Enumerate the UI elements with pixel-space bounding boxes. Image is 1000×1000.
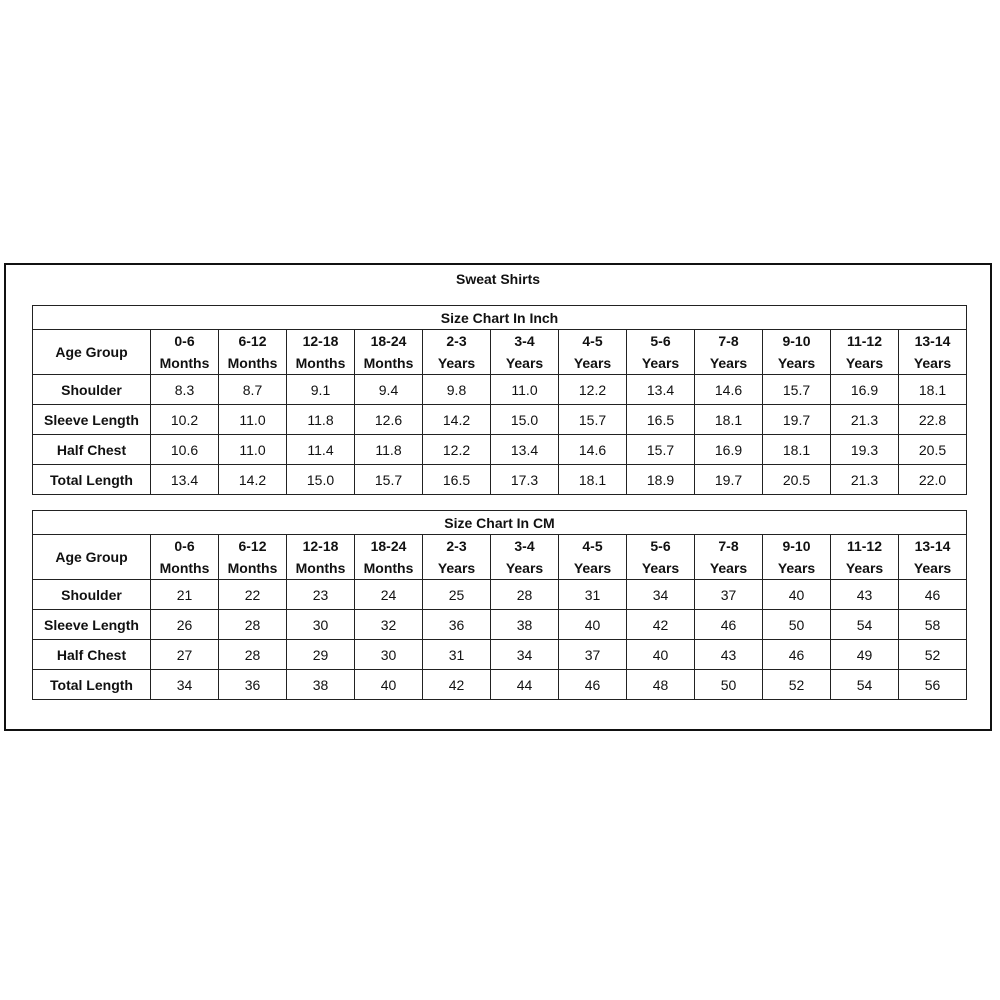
measurement-value: 14.6	[559, 435, 627, 465]
measurement-value: 21	[151, 580, 219, 610]
measurement-value: 50	[695, 670, 763, 700]
measurement-value: 12.2	[423, 435, 491, 465]
measurement-value: 48	[627, 670, 695, 700]
measurement-value: 30	[287, 610, 355, 640]
age-range: 6-12	[238, 333, 267, 349]
table-row	[33, 435, 967, 465]
table-row	[33, 465, 967, 495]
measurement-label: Total Length	[33, 465, 151, 495]
measurement-value: 52	[763, 670, 831, 700]
age-unit: Years	[913, 560, 952, 576]
measurement-value: 36	[423, 610, 491, 640]
age-group-column-header	[627, 535, 695, 580]
measurement-value: 9.1	[287, 375, 355, 405]
measurement-label: Half Chest	[33, 640, 151, 670]
measurement-value: 8.7	[219, 375, 287, 405]
measurement-value: 31	[559, 580, 627, 610]
measurement-value: 18.1	[559, 465, 627, 495]
age-unit: Months	[227, 355, 278, 371]
measurement-value: 22	[219, 580, 287, 610]
measurement-value: 14.2	[219, 465, 287, 495]
age-range: 11-12	[846, 538, 883, 554]
age-unit: Years	[505, 355, 544, 371]
age-group-column-header	[899, 330, 967, 375]
age-group-header: Age Group	[33, 330, 151, 375]
measurement-value: 12.2	[559, 375, 627, 405]
age-unit: Years	[845, 560, 884, 576]
measurement-value: 32	[355, 610, 423, 640]
age-group-column-header	[627, 330, 695, 375]
measurement-label: Shoulder	[33, 580, 151, 610]
measurement-value: 42	[627, 610, 695, 640]
age-range: 11-12	[846, 333, 883, 349]
measurement-value: 30	[355, 640, 423, 670]
measurement-value: 16.5	[423, 465, 491, 495]
table-caption: Size Chart In Inch	[33, 306, 967, 330]
age-group-column-header	[423, 535, 491, 580]
age-range: 13-14	[914, 538, 951, 554]
measurement-label: Sleeve Length	[33, 610, 151, 640]
table-row	[33, 610, 967, 640]
measurement-value: 13.4	[151, 465, 219, 495]
measurement-value: 58	[899, 610, 967, 640]
measurement-value: 38	[287, 670, 355, 700]
table-row	[33, 580, 967, 610]
age-range: 6-12	[238, 538, 267, 554]
measurement-value: 54	[831, 610, 899, 640]
age-range: 0-6	[174, 538, 195, 554]
measurement-label: Total Length	[33, 670, 151, 700]
age-range: 7-8	[718, 333, 739, 349]
age-group-column-header	[423, 330, 491, 375]
measurement-value: 49	[831, 640, 899, 670]
measurement-label: Sleeve Length	[33, 405, 151, 435]
table-row	[33, 375, 967, 405]
age-group-column-header	[491, 535, 559, 580]
cm-size-table	[32, 510, 967, 700]
measurement-value: 36	[219, 670, 287, 700]
measurement-value: 18.1	[763, 435, 831, 465]
age-unit: Years	[437, 560, 476, 576]
measurement-value: 46	[763, 640, 831, 670]
measurement-value: 28	[219, 640, 287, 670]
measurement-value: 27	[151, 640, 219, 670]
measurement-value: 15.7	[763, 375, 831, 405]
measurement-value: 18.1	[899, 375, 967, 405]
age-group-column-header	[219, 535, 287, 580]
age-range: 18-24	[370, 333, 407, 349]
age-range: 2-3	[446, 538, 467, 554]
age-unit: Years	[777, 355, 816, 371]
measurement-value: 28	[219, 610, 287, 640]
measurement-value: 13.4	[627, 375, 695, 405]
age-group-column-header	[491, 330, 559, 375]
age-group-header: Age Group	[33, 535, 151, 580]
age-range: 7-8	[718, 538, 739, 554]
measurement-value: 52	[899, 640, 967, 670]
age-range: 18-24	[370, 538, 407, 554]
measurement-value: 20.5	[899, 435, 967, 465]
header-row	[33, 535, 967, 580]
measurement-value: 21.3	[831, 405, 899, 435]
age-group-column-header	[287, 330, 355, 375]
age-unit: Years	[777, 560, 816, 576]
inch-size-table	[32, 305, 967, 495]
measurement-value: 17.3	[491, 465, 559, 495]
age-unit: Months	[363, 355, 414, 371]
measurement-value: 40	[627, 640, 695, 670]
age-group-column-header	[695, 535, 763, 580]
measurement-value: 54	[831, 670, 899, 700]
measurement-value: 14.6	[695, 375, 763, 405]
measurement-value: 18.9	[627, 465, 695, 495]
age-unit: Years	[573, 560, 612, 576]
measurement-value: 11.4	[287, 435, 355, 465]
measurement-value: 34	[627, 580, 695, 610]
measurement-value: 25	[423, 580, 491, 610]
measurement-value: 34	[151, 670, 219, 700]
measurement-value: 22.0	[899, 465, 967, 495]
age-range: 5-6	[650, 538, 671, 554]
measurement-value: 20.5	[763, 465, 831, 495]
age-unit: Months	[295, 560, 346, 576]
measurement-value: 15.7	[559, 405, 627, 435]
age-range: 3-4	[514, 538, 535, 554]
document-title: Sweat Shirts	[455, 271, 541, 287]
age-unit: Months	[227, 560, 278, 576]
measurement-value: 46	[899, 580, 967, 610]
age-group-column-header	[559, 535, 627, 580]
measurement-value: 11.8	[355, 435, 423, 465]
age-range: 13-14	[914, 333, 951, 349]
age-group-column-header	[219, 330, 287, 375]
age-group-column-header	[695, 330, 763, 375]
age-group-column-header	[831, 535, 899, 580]
age-unit: Years	[505, 560, 544, 576]
age-unit: Months	[159, 355, 210, 371]
measurement-label: Half Chest	[33, 435, 151, 465]
age-range: 5-6	[650, 333, 671, 349]
measurement-value: 11.0	[219, 435, 287, 465]
table-row	[33, 670, 967, 700]
measurement-value: 19.7	[763, 405, 831, 435]
age-unit: Years	[845, 355, 884, 371]
measurement-value: 43	[831, 580, 899, 610]
age-group-column-header	[151, 330, 219, 375]
measurement-value: 40	[559, 610, 627, 640]
age-unit: Years	[641, 560, 680, 576]
measurement-value: 50	[763, 610, 831, 640]
age-range: 4-5	[582, 333, 603, 349]
measurement-value: 16.9	[695, 435, 763, 465]
age-unit: Years	[709, 560, 748, 576]
table-caption: Size Chart In CM	[33, 511, 967, 535]
size-chart-frame	[4, 263, 992, 731]
measurement-value: 43	[695, 640, 763, 670]
measurement-value: 37	[559, 640, 627, 670]
measurement-value: 26	[151, 610, 219, 640]
measurement-value: 12.6	[355, 405, 423, 435]
age-group-column-header	[763, 535, 831, 580]
measurement-value: 16.9	[831, 375, 899, 405]
age-unit: Years	[641, 355, 680, 371]
measurement-value: 11.0	[219, 405, 287, 435]
age-group-column-header	[287, 535, 355, 580]
measurement-value: 18.1	[695, 405, 763, 435]
measurement-value: 46	[695, 610, 763, 640]
age-group-column-header	[899, 535, 967, 580]
table-caption-row	[33, 511, 967, 535]
measurement-value: 8.3	[151, 375, 219, 405]
age-group-column-header	[151, 535, 219, 580]
age-unit: Years	[437, 355, 476, 371]
measurement-value: 21.3	[831, 465, 899, 495]
age-range: 3-4	[514, 333, 535, 349]
age-group-column-header	[355, 330, 423, 375]
measurement-value: 9.8	[423, 375, 491, 405]
measurement-value: 37	[695, 580, 763, 610]
age-unit: Years	[573, 355, 612, 371]
measurement-value: 34	[491, 640, 559, 670]
measurement-value: 15.0	[491, 405, 559, 435]
measurement-value: 10.6	[151, 435, 219, 465]
measurement-label: Shoulder	[33, 375, 151, 405]
measurement-value: 15.7	[627, 435, 695, 465]
age-unit: Months	[363, 560, 414, 576]
measurement-value: 31	[423, 640, 491, 670]
measurement-value: 40	[355, 670, 423, 700]
measurement-value: 40	[763, 580, 831, 610]
age-range: 12-18	[302, 333, 339, 349]
measurement-value: 28	[491, 580, 559, 610]
age-range: 2-3	[446, 333, 467, 349]
measurement-value: 9.4	[355, 375, 423, 405]
age-range: 4-5	[582, 538, 603, 554]
measurement-value: 29	[287, 640, 355, 670]
measurement-value: 19.7	[695, 465, 763, 495]
measurement-value: 10.2	[151, 405, 219, 435]
measurement-value: 15.7	[355, 465, 423, 495]
age-unit: Months	[159, 560, 210, 576]
measurement-value: 46	[559, 670, 627, 700]
measurement-value: 44	[491, 670, 559, 700]
measurement-value: 38	[491, 610, 559, 640]
age-range: 9-10	[782, 333, 811, 349]
age-group-column-header	[559, 330, 627, 375]
age-range: 12-18	[302, 538, 339, 554]
age-range: 9-10	[782, 538, 811, 554]
age-group-column-header	[763, 330, 831, 375]
header-row	[33, 330, 967, 375]
measurement-value: 11.8	[287, 405, 355, 435]
age-range: 0-6	[174, 333, 195, 349]
measurement-value: 22.8	[899, 405, 967, 435]
measurement-value: 16.5	[627, 405, 695, 435]
measurement-value: 56	[899, 670, 967, 700]
table-caption-row	[33, 306, 967, 330]
age-unit: Months	[295, 355, 346, 371]
measurement-value: 11.0	[491, 375, 559, 405]
measurement-value: 13.4	[491, 435, 559, 465]
measurement-value: 19.3	[831, 435, 899, 465]
measurement-value: 24	[355, 580, 423, 610]
age-group-column-header	[355, 535, 423, 580]
measurement-value: 15.0	[287, 465, 355, 495]
measurement-value: 42	[423, 670, 491, 700]
table-row	[33, 640, 967, 670]
age-unit: Years	[913, 355, 952, 371]
age-group-column-header	[831, 330, 899, 375]
measurement-value: 23	[287, 580, 355, 610]
measurement-value: 14.2	[423, 405, 491, 435]
table-row	[33, 405, 967, 435]
age-unit: Years	[709, 355, 748, 371]
